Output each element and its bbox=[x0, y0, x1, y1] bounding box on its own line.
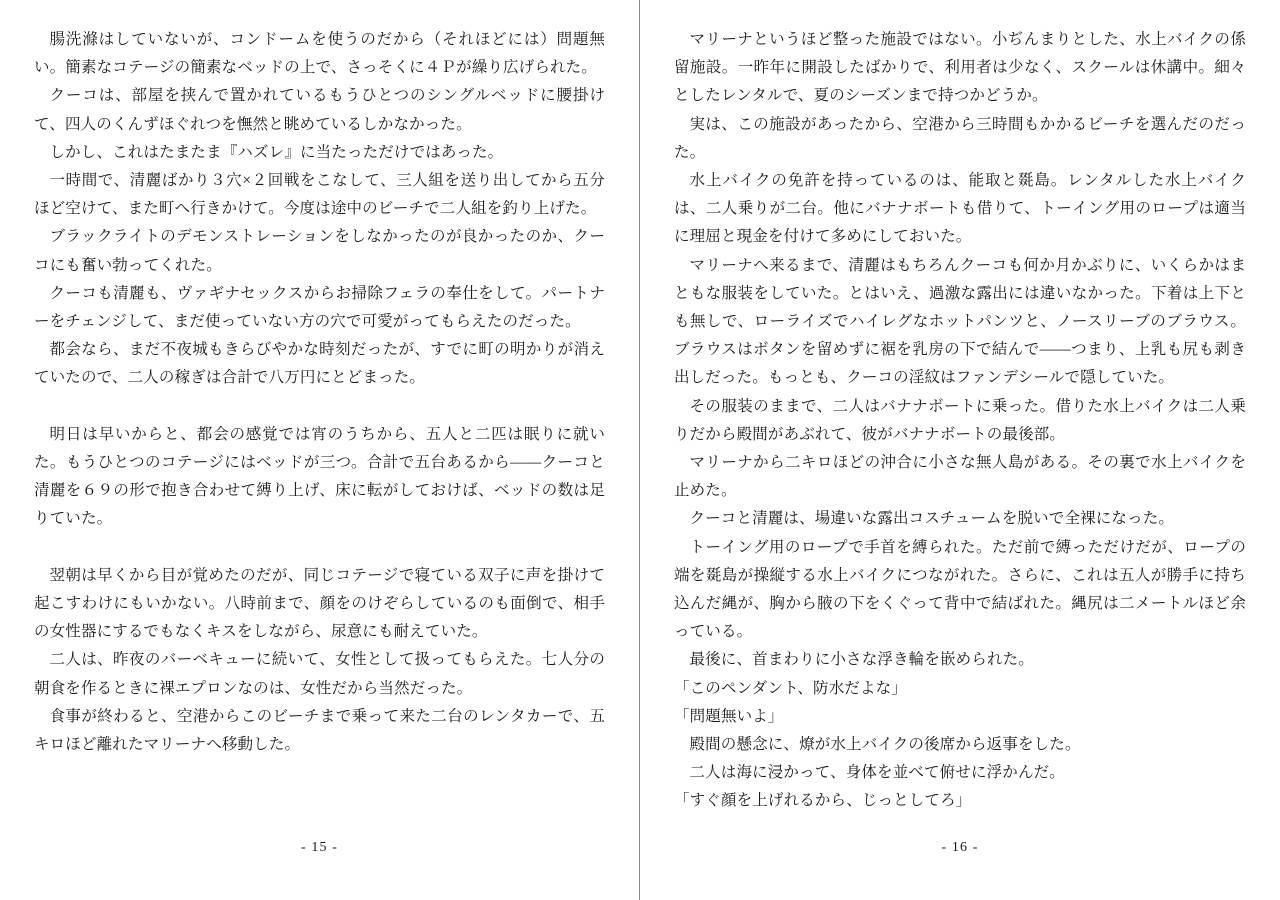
paragraph: 「このペンダント、防水だよな」 bbox=[674, 679, 907, 697]
page-right-text bbox=[674, 26, 1246, 900]
paragraph: 二人は、昨夜のバーベキューに続いて、女性として扱ってもらえた。七人分の朝食を作るときに裸エプロンなのは、女性だから当然だった。 bbox=[34, 651, 605, 697]
paragraph-spacer bbox=[34, 534, 605, 562]
paragraph: マリーナというほど整った施設ではない。小ぢんまりとした、水上バイクの係留施設。一昨年に開設したばかりで、利用者は少なく、スクールは休講中。細々としたレンタルで、夏のシーズンまで持つかどうか。 bbox=[674, 31, 1246, 105]
paragraph: 殿間の懸念に、燎が水上バイクの後席から返事をした。 bbox=[689, 736, 1081, 754]
paragraph: その服装のままで、二人はバナナボートに乗った。借りた水上バイクは二人乗りだから殿間があぶれて、彼がバナナボートの最後部。 bbox=[674, 397, 1246, 443]
paragraph: トーイング用のロープで手首を縛られた。ただ前で縛っただけだが、ロープの端を毲島が操縦する水上バイクにつながれた。さらに、これは五人が勝手に持ち込んだ縄が、胸から腋の下をくぐって背中で結ばれた。縄尻は二メートルほど余っている。 bbox=[674, 538, 1246, 641]
paragraph: 一時間で、清麗ばかり３穴×２回戦をこなして、三人組を送り出してから五分ほど空けて、また町へ行きかけて。今度は途中のビーチで二人組を釣り上げた。 bbox=[34, 172, 605, 218]
paragraph: 翌朝は早くから目が覚めたのだが、同じコテージで寝ている双子に声を掛けて起こすわけにもいかない。八時前まで、顔をのけぞらしているのも面倒で、相手の女性器にするでもなくキスをしながら、尿意にも耐えていた。 bbox=[34, 566, 605, 641]
paragraph: クーコも清麗も、ヴァギナセックスからお掃除フェラの奉仕をして。パートナーをチェンジして、まだ使っていない方の穴で可愛がってもらえたのだった。 bbox=[34, 284, 605, 331]
paragraph: 水上バイクの免許を持っているのは、能取と毲島。レンタルした水上バイクは、二人乗りが二台。他にバナナボートも借りて、トーイング用のロープは適当に理屈と現金を付けて多めにしておいた。 bbox=[674, 172, 1246, 246]
paragraph: しかし、これはたまたま『ハズレ』に当たっただけではあった。 bbox=[49, 143, 504, 161]
paragraph-spacer bbox=[34, 393, 605, 421]
paragraph: 腸洗滌はしていないが、コンドームを使うのだから（それほどには）問題無い。簡素なコテージの簡素なベッドの上で、さっそくに４Ｐが繰り広げられた。 bbox=[34, 31, 605, 77]
paragraph: 最後に、首まわりに小さな浮き輪を嵌められた。 bbox=[689, 651, 1034, 669]
page-right-number: - 16 - bbox=[941, 840, 979, 855]
paragraph: 食事が終わると、空港からこのビーチまで乗って来た二台のレンタカーで、五キロほど離れたマリーナへ移動した。 bbox=[34, 707, 605, 754]
page-left-text bbox=[34, 26, 605, 900]
paragraph: クーコと清麗は、場違いな露出コスチュームを脱いで全裸になった。 bbox=[689, 510, 1175, 528]
paragraph: 明日は早いからと、都会の感覚では宵のうちから、五人と二匹は眠りに就いた。もうひとつのコテージにはベッドが三つ。合計で五台あるから――クーコと清麗を６９の形で抱き合わせて縛り上げ、床に転がしておけば、ベッドの数は足りていた。 bbox=[34, 425, 605, 528]
paragraph: 「問題無いよ」 bbox=[674, 707, 784, 725]
paragraph: 実は、この施設があったから、空港から三時間もかかるビーチを選んだのだった。 bbox=[674, 115, 1246, 161]
paragraph: 「すぐ顔を上げれるから、じっとしてろ」 bbox=[674, 792, 972, 810]
paragraph: マリーナから二キロほどの沖合に小さな無人島がある。その裏で水上バイクを止めた。 bbox=[674, 454, 1246, 500]
paragraph: ブラックライトのデモンストレーションをしなかったのが良かったのか、クーコにも奮い勃ってくれた。 bbox=[34, 228, 605, 274]
paragraph: 二人は海に浸かって、身体を並べて俯せに浮かんだ。 bbox=[689, 764, 1065, 782]
page-left-number: - 15 - bbox=[300, 840, 339, 855]
paragraph: 都会なら、まだ不夜城もきらびやかな時刻だったが、すでに町の明かりが消えていたので、二人の稼ぎは合計で八万円にとどまった。 bbox=[34, 341, 605, 387]
page-right bbox=[640, 0, 1280, 900]
paragraph: クーコは、部屋を挟んで置かれているもうひとつのシングルベッドに腰掛けて、四人のくんずほぐれつを憮然と眺めているしかなかった。 bbox=[34, 87, 605, 133]
paragraph: マリーナへ来るまで、清麗はもちろんクーコも何か月かぶりに、いくらかはまともな服装をしていた。とはいえ、過激な露出には違いなかった。下着は上下とも無しで、ローライズでハイレグなホットパンツと、ノースリーブのブラウス。ブラウスはボタンを留めずに裾を乳房の下で結んで――つまり、上乳も尻も剥き出しだった。もっとも、クーコの淫紋はファンデシールで隠していた。 bbox=[674, 256, 1246, 387]
